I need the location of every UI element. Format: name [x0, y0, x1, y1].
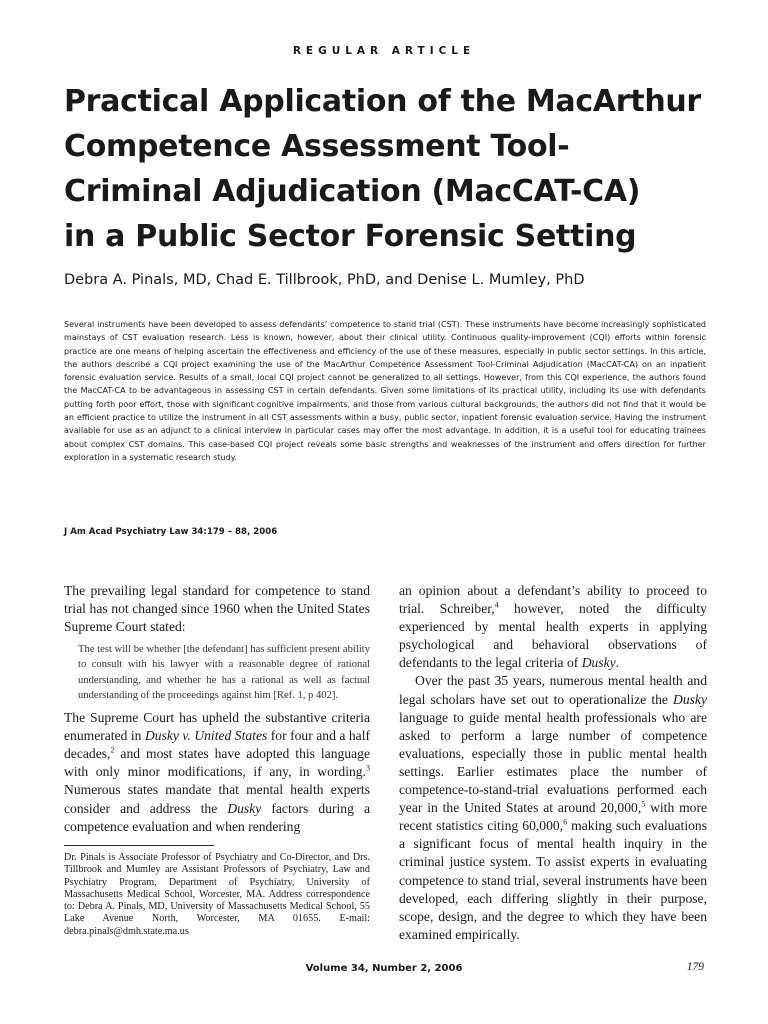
journal-volume: Volume 34, Number 2, 2006	[305, 963, 463, 974]
reference-marker: 5	[641, 799, 646, 809]
author-list: Debra A. Pinals, MD, Chad E. Tillbrook, PhD, and Denise L. Mumley, PhD	[64, 272, 585, 288]
case-name: Dusky v. United States	[144, 728, 268, 744]
author-affiliation-footnote: Dr. Pinals is Associate Professor of Psychiatry and Co-Director, and Drs. Tillbrook and Mumley are Assistant Professors of Psychiatry, Law and Psychiatry Program, Department of Psychiatry, University of Massachusetts Medical School, Worcester, MA. Address correspondence to: Debra A. Pinals, MD, University of Massachusetts Medical School, 55 Lake Avenue North, Worcester, MA 01655. E-mail: debra.pinals@dmh.state.ma.us	[64, 852, 370, 937]
title-line: Competence Assessment Tool-	[64, 129, 570, 164]
reference-marker: 6	[563, 817, 568, 827]
body-paragraph: Over the past 35 years, numerous mental health and legal scholars have set out to operationalize the Dusky language to guide mental health professionals who are asked to perform a large number of competence evaluations, especially those in public mental health settings. Earlier estimates place the number of competence-to-stand-trial evaluations performed each year in the United States at around 20,000,$^5$ with more recent statistics citing 60,000,$^6$ making such evaluations a significant focus of mental health inquiry in the criminal justice system. To assist experts in evaluating competence to stand trial, several instruments have been developed, each differing slightly in their purpose, scope, design, and the degree to which they have been examined empirically.	[399, 673, 708, 942]
title-line: Criminal Adjudication (MacCAT-CA)	[64, 174, 641, 209]
body-paragraph: an opinion about a defendant’s ability to proceed to trial. Schreiber,$^4$ however, noted the difficulty experienced by mental health experts in applying psychological and behavioral observations of defendants to the legal criteria of Dusky.	[399, 583, 707, 671]
left-column	[64, 582, 370, 836]
reference-marker: 3	[366, 763, 370, 773]
block-quote: The test will be whether [the defendant] has sufficient present ability to consult with his lawyer with a reasonable degree of rational understanding, and whether he has a rational as well as factual understanding of the proceedings against him [Ref. 1, p 402].	[78, 644, 370, 701]
article-title	[64, 79, 714, 259]
title-line: Practical Application of the MacArthur	[64, 84, 701, 119]
case-name: Dusky	[227, 800, 262, 816]
journal-citation: J Am Acad Psychiatry Law 34:179 – 88, 2006	[64, 527, 278, 537]
page-number: 179	[686, 961, 704, 973]
footnote-divider	[64, 845, 214, 846]
title-line: in a Public Sector Forensic Setting	[64, 219, 637, 254]
reference-marker: 2	[110, 745, 115, 755]
article-type-label: REGULAR ARTICLE	[292, 45, 476, 57]
body-paragraph: The prevailing legal standard for competence to stand trial has not changed since 1960 when the United States Supreme Court stated:	[64, 583, 370, 635]
right-column	[399, 582, 707, 944]
case-name: Dusky	[581, 655, 616, 671]
reference-marker: 4	[494, 600, 499, 610]
body-paragraph: The Supreme Court has upheld the substantive criteria enumerated in Dusky v. United States for four and a half decades,$^2$ and most states have adopted this language with only minor modifications, if any, in wording.$^3$ Numerous states mandate that mental health experts consider and address the Dusky factors during a competence evaluation and when rendering	[64, 710, 370, 834]
case-name: Dusky	[673, 691, 707, 707]
abstract: Several instruments have been developed to assess defendants’ competence to stand trial (CST). These instruments have become increasingly sophisticated mainstays of CST evaluation research. Less is known, however, about their clinical utility. Continuous quality-improvement (CQI) efforts within forensic practice are one means of helping ascertain the effectiveness and efficiency of the use of these measures, especially in public sector settings. In this article, the authors describe a CQI project examining the use of the MacArthur Competence Assessment Tool-Criminal Adjudication (MacCAT-CA) on an inpatient forensic evaluation service. Results of a small, local CQI project cannot be generalized to all settings. However, from this CQI experience, the authors found the MacCAT-CA to be advantageous in assessing CST in certain defendants. Given some limitations of its practical utility, including its use with defendants putting forth poor effort, those with significant cognitive impairments, and those from various cultural backgrounds, the authors did not find that it would be an efficient practice to utilize the instrument in all CST assessments within a busy, public sector, inpatient forensic evaluation service. Having the instrument available for use as an adjunct to a clinical interview in particular cases may offer the most advantage. In addition, it is a useful tool for educating trainees about complex CST domains. This case-based CQI project reveals some basic strengths and weaknesses of the instrument and offers direction for further exploration in a systematic research study.	[64, 320, 706, 462]
